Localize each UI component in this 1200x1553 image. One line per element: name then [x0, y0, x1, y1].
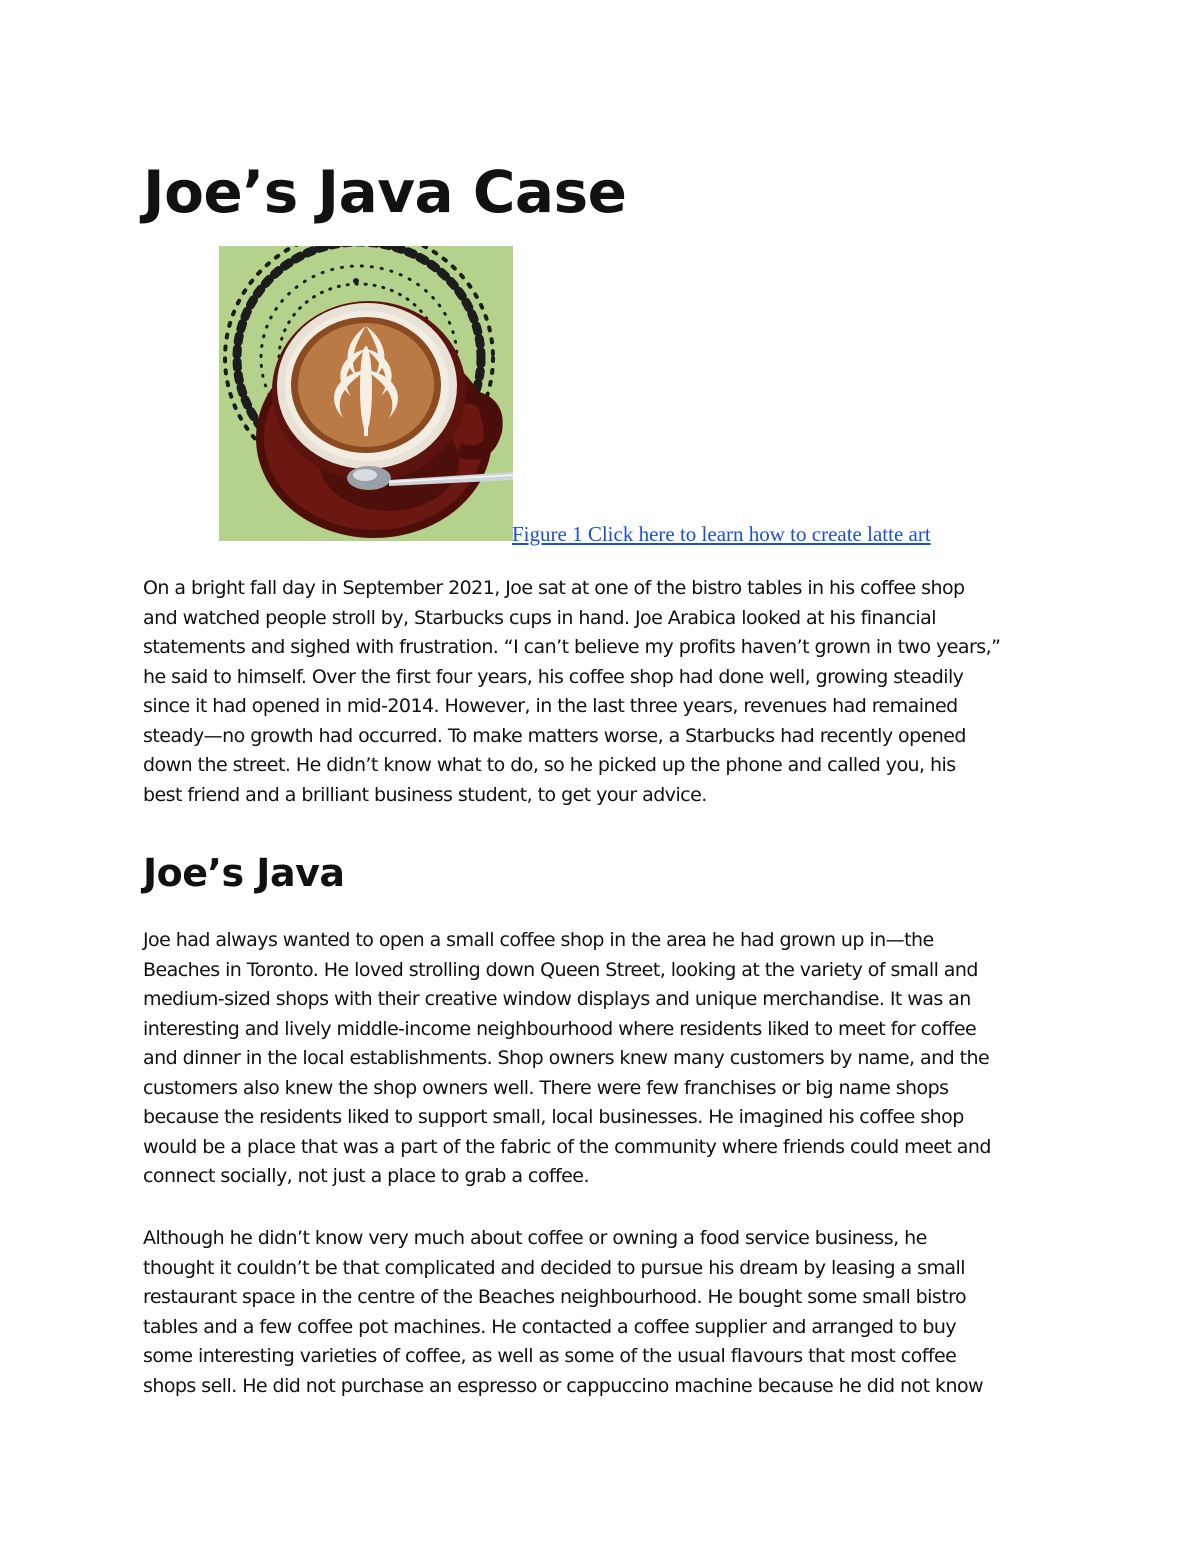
paragraph-line: best friend and a brilliant business student, to get your advice.: [143, 783, 707, 806]
paragraph-line: and dinner in the local establishments. Shop owners knew many customers by name, and the: [143, 1047, 990, 1069]
paragraph-line: statements and sighed with frustration. “I can’t believe my profits haven’t grown in two years,”: [143, 636, 1001, 658]
paragraph-line: tables and a few coffee pot machines. He contacted a coffee supplier and arranged to buy: [143, 1315, 957, 1338]
paragraph-line: Although he didn’t know very much about coffee or owning a food service business, he: [143, 1227, 927, 1249]
paragraph-line: because the residents liked to support small, local businesses. He imagined his coffee shop: [143, 1106, 964, 1128]
paragraph-line: would be a place that was a part of the fabric of the community where friends could meet and: [143, 1135, 991, 1158]
paragraph-line: restaurant space in the centre of the Beaches neighbourhood. He bought some small bistro: [143, 1286, 967, 1308]
paragraph-line: he said to himself. Over the first four years, his coffee shop had done well, growing steadily: [143, 665, 964, 688]
latte-art-photo-icon: [219, 246, 513, 541]
paragraph-line: Beaches in Toronto. He loved strolling down Queen Street, looking at the variety of small and: [143, 958, 978, 981]
paragraph-line: connect socially, not just a place to grab a coffee.: [143, 1165, 589, 1187]
paragraph-line: interesting and lively middle-income neighbourhood where residents liked to meet for coffee: [143, 1017, 977, 1040]
paragraph-line: medium-sized shops with their creative window displays and unique merchandise. It was an: [143, 988, 971, 1010]
paragraph-line: since it had opened in mid-2014. However, in the last three years, revenues had remained: [143, 695, 958, 717]
section-paragraph-2: [143, 1224, 1073, 1401]
section-paragraph-1: [143, 926, 1073, 1192]
paragraph-line: some interesting varieties of coffee, as well as some of the usual flavours that most coffee: [143, 1345, 957, 1367]
paragraph-line: and watched people stroll by, Starbucks cups in hand. Joe Arabica looked at his financial: [143, 606, 936, 629]
paragraph-line: shops sell. He did not purchase an espresso or cappuccino machine because he did not know: [143, 1374, 984, 1397]
paragraph-line: Joe had always wanted to open a small coffee shop in the area he had grown up in—the: [143, 929, 934, 951]
section-heading: Joe’s Java: [143, 851, 345, 895]
paragraph-line: down the street. He didn’t know what to do, so he picked up the phone and called you, his: [143, 754, 956, 776]
figure-caption-link[interactable]: Figure 1 Click here to learn how to create latte art: [512, 522, 931, 546]
latte-art-image: [219, 246, 513, 541]
paragraph-line: customers also knew the shop owners well. There were few franchises or big name shops: [143, 1076, 949, 1099]
intro-paragraph: [143, 574, 1073, 810]
paragraph-line: steady—no growth had occurred. To make matters worse, a Starbucks had recently opened: [143, 724, 966, 747]
paragraph-line: On a bright fall day in September 2021, Joe sat at one of the bistro tables in his coffee shop: [143, 577, 965, 599]
paragraph-line: thought it couldn’t be that complicated and decided to pursue his dream by leasing a small: [143, 1256, 965, 1279]
document-title: Joe’s Java Case: [143, 158, 627, 226]
